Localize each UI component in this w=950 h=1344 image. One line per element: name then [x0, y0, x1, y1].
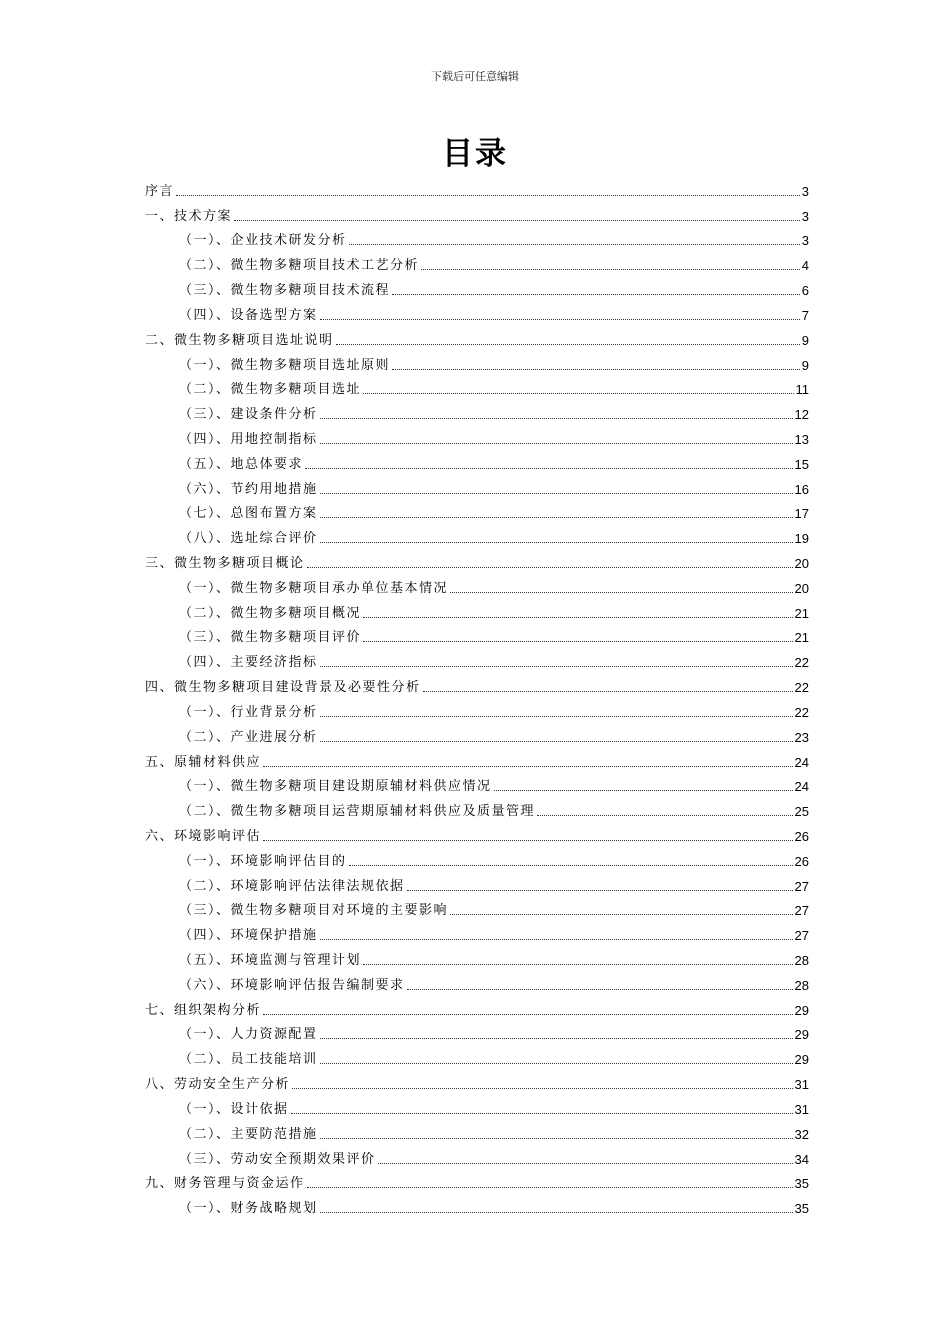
toc-entry-label: （三）、微生物多糖项目技术流程	[179, 283, 391, 299]
toc-entry-page-number: 28	[794, 977, 809, 993]
toc-entry[interactable]	[145, 248, 809, 273]
toc-entry-label: （五）、环境监测与管理计划	[179, 953, 362, 968]
toc-entry[interactable]	[145, 1067, 809, 1092]
toc-entry[interactable]	[145, 894, 809, 919]
toc-entry-page-number: 32	[794, 1126, 809, 1142]
toc-entry[interactable]	[145, 323, 809, 348]
toc-entry[interactable]	[145, 993, 809, 1018]
toc-entry-label: 三、微生物多糖项目概论	[145, 556, 305, 571]
toc-entry-page-number: 3	[801, 208, 809, 224]
toc-entry[interactable]	[145, 521, 809, 546]
toc-entry-page-number: 31	[794, 1077, 809, 1093]
toc-entry[interactable]	[145, 546, 809, 571]
toc-leader-dots	[320, 1212, 793, 1213]
toc-entry-label: 六、环境影响评估	[145, 828, 262, 844]
toc-entry-label: （三）、微生物多糖项目评价	[179, 630, 362, 646]
toc-entry-label: （一）、微生物多糖项目选址原则	[179, 357, 391, 373]
toc-entry[interactable]	[145, 447, 809, 472]
toc-leader-dots	[292, 1088, 793, 1089]
toc-entry-page-number: 22	[794, 680, 809, 696]
toc-entry[interactable]	[145, 472, 809, 497]
toc-entry-page-number: 20	[794, 556, 809, 571]
toc-entry-page-number: 28	[794, 953, 809, 968]
toc-entry[interactable]	[145, 348, 809, 373]
toc-entry[interactable]	[145, 918, 809, 943]
toc-entry[interactable]	[145, 794, 809, 819]
toc-entry-label: 七、组织架构分析	[145, 1002, 262, 1018]
toc-title: 目录	[442, 136, 508, 172]
toc-leader-dots	[320, 418, 793, 419]
toc-entry-page-number: 24	[794, 779, 809, 795]
toc-entry-page-number: 4	[801, 258, 809, 274]
toc-entry-page-number: 16	[794, 481, 809, 497]
toc-leader-dots	[392, 294, 800, 295]
toc-entry-page-number: 21	[794, 605, 809, 621]
toc-leader-dots	[494, 790, 793, 791]
toc-entry[interactable]	[145, 298, 809, 323]
toc-entry-label: （五）、地总体要求	[179, 456, 304, 472]
toc-leader-dots	[407, 890, 793, 891]
toc-entry-page-number: 26	[794, 853, 809, 869]
toc-leader-dots	[450, 592, 793, 593]
toc-entry-page-number: 31	[794, 1101, 809, 1117]
toc-entry-page-number: 3	[801, 233, 809, 249]
toc-entry-label: 序言	[145, 183, 175, 199]
toc-entry-label: （一）、企业技术研发分析	[179, 233, 347, 249]
toc-leader-dots	[320, 666, 793, 667]
toc-entry-label: （七）、总图布置方案	[179, 506, 318, 522]
toc-entry-page-number: 20	[794, 580, 809, 596]
toc-entry-label: 二、微生物多糖项目选址说明	[145, 332, 334, 348]
toc-entry-page-number: 9	[801, 332, 809, 348]
toc-entry-page-number: 35	[794, 1201, 809, 1217]
toc-entry-page-number: 12	[794, 407, 809, 423]
toc-leader-dots	[320, 741, 793, 742]
toc-leader-dots	[320, 1063, 793, 1064]
toc-entry-label: 八、劳动安全生产分析	[145, 1077, 291, 1093]
toc-leader-dots	[320, 939, 793, 940]
toc-entry[interactable]	[145, 1142, 809, 1167]
toc-entry-page-number: 35	[794, 1176, 809, 1192]
toc-entry[interactable]	[145, 819, 809, 844]
toc-entry-label: （三）、微生物多糖项目对环境的主要影响	[179, 903, 449, 919]
toc-entry-page-number: 6	[801, 283, 809, 299]
toc-leader-dots	[234, 220, 800, 221]
toc-entry-label: （四）、环境保护措施	[179, 928, 318, 944]
toc-leader-dots	[320, 493, 793, 494]
toc-entry-page-number: 3	[801, 183, 809, 199]
toc-entry[interactable]	[145, 695, 809, 720]
toc-entry-page-number: 27	[794, 928, 809, 944]
toc-entry-page-number: 25	[794, 804, 809, 820]
toc-entry-page-number: 26	[794, 828, 809, 844]
toc-leader-dots	[176, 195, 800, 196]
toc-entry[interactable]	[145, 943, 809, 968]
toc-entry[interactable]	[145, 422, 809, 447]
toc-entry-page-number: 23	[794, 729, 809, 745]
toc-entry-page-number: 24	[794, 754, 809, 770]
toc-entry-label: （二）、微生物多糖项目运营期原辅材料供应及质量管理	[179, 804, 536, 820]
toc-leader-dots	[263, 840, 793, 841]
toc-entry-page-number: 7	[801, 307, 809, 323]
toc-entry-label: （二）、员工技能培训	[179, 1052, 318, 1068]
toc-entry-page-number: 29	[794, 1002, 809, 1018]
toc-entry[interactable]	[145, 621, 809, 646]
toc-entry-page-number: 11	[795, 382, 809, 398]
table-of-contents	[145, 174, 809, 1216]
toc-entry-label: （一）、微生物多糖项目承办单位基本情况	[179, 580, 449, 596]
toc-leader-dots	[263, 766, 793, 767]
toc-entry-label: （二）、微生物多糖项目技术工艺分析	[179, 258, 420, 274]
toc-entry[interactable]	[145, 745, 809, 770]
toc-entry-page-number: 29	[794, 1052, 809, 1068]
toc-entry-label: （三）、建设条件分析	[179, 407, 318, 423]
toc-entry[interactable]	[145, 1018, 809, 1043]
toc-entry[interactable]	[145, 497, 809, 522]
toc-entry-page-number: 21	[794, 630, 809, 646]
toc-entry-label: （三）、劳动安全预期效果评价	[179, 1151, 376, 1167]
toc-entry-label: （六）、节约用地措施	[179, 481, 318, 497]
toc-entry-label: （一）、行业背景分析	[179, 704, 318, 720]
toc-entry[interactable]	[145, 645, 809, 670]
toc-entry[interactable]	[145, 571, 809, 596]
toc-leader-dots	[320, 517, 793, 518]
toc-leader-dots	[407, 989, 793, 990]
toc-entry-page-number: 27	[794, 878, 809, 894]
toc-entry[interactable]	[145, 1042, 809, 1067]
toc-entry[interactable]	[145, 596, 809, 621]
toc-leader-dots	[349, 865, 793, 866]
toc-entry-label: （四）、设备选型方案	[179, 307, 318, 323]
toc-leader-dots	[305, 468, 793, 469]
toc-entry-label: （二）、微生物多糖项目选址	[179, 382, 362, 398]
toc-entry-page-number: 27	[794, 903, 809, 919]
toc-entry-page-number: 13	[794, 431, 809, 447]
toc-entry[interactable]	[145, 199, 809, 224]
toc-leader-dots	[320, 319, 800, 320]
toc-entry-page-number: 22	[794, 704, 809, 720]
toc-entry-page-number: 15	[794, 456, 809, 472]
toc-entry[interactable]	[145, 373, 809, 398]
toc-leader-dots	[363, 393, 793, 394]
toc-leader-dots	[307, 1187, 793, 1188]
toc-entry-label: （一）、人力资源配置	[179, 1027, 318, 1043]
toc-entry-page-number: 9	[801, 357, 809, 373]
toc-leader-dots	[363, 617, 793, 618]
toc-leader-dots	[349, 244, 800, 245]
toc-leader-dots	[392, 369, 800, 370]
toc-leader-dots	[320, 443, 793, 444]
toc-entry-page-number: 17	[794, 506, 809, 522]
toc-entry-label: （二）、微生物多糖项目概况	[179, 605, 362, 621]
toc-leader-dots	[363, 641, 793, 642]
toc-entry[interactable]	[145, 1117, 809, 1142]
toc-entry-label: （一）、财务战略规划	[179, 1201, 318, 1217]
toc-entry-page-number: 34	[794, 1151, 809, 1167]
toc-entry[interactable]	[145, 273, 809, 298]
toc-entry-label: （四）、主要经济指标	[179, 655, 318, 671]
toc-leader-dots	[291, 1113, 793, 1114]
toc-entry-label: （一）、设计依据	[179, 1101, 289, 1117]
toc-entry-label: （一）、环境影响评估目的	[179, 853, 347, 869]
toc-leader-dots	[307, 567, 793, 568]
toc-entry[interactable]	[145, 844, 809, 869]
toc-entry[interactable]	[145, 770, 809, 795]
toc-leader-dots	[336, 344, 800, 345]
toc-leader-dots	[423, 691, 793, 692]
toc-entry[interactable]	[145, 397, 809, 422]
header-note: 下载后可任意编辑	[431, 70, 519, 83]
toc-entry[interactable]	[145, 670, 809, 695]
toc-entry-label: （六）、环境影响评估报告编制要求	[179, 977, 405, 993]
toc-entry-page-number: 19	[794, 531, 809, 547]
toc-leader-dots	[263, 1014, 793, 1015]
toc-entry[interactable]	[145, 869, 809, 894]
toc-entry-label: （二）、环境影响评估法律法规依据	[179, 878, 405, 894]
toc-leader-dots	[320, 716, 793, 717]
toc-leader-dots	[421, 269, 800, 270]
toc-leader-dots	[363, 964, 793, 965]
toc-entry-label: 五、原辅材料供应	[145, 754, 262, 770]
toc-entry[interactable]	[145, 1191, 809, 1216]
toc-leader-dots	[537, 815, 793, 816]
toc-entry[interactable]	[145, 1092, 809, 1117]
toc-entry-label: 一、技术方案	[145, 208, 233, 224]
toc-entry[interactable]	[145, 224, 809, 249]
toc-entry-label: （二）、产业进展分析	[179, 729, 318, 745]
toc-leader-dots	[320, 1138, 793, 1139]
toc-entry[interactable]	[145, 1167, 809, 1192]
toc-entry[interactable]	[145, 968, 809, 993]
toc-entry-label: （四）、用地控制指标	[179, 431, 318, 447]
toc-entry-label: 九、财务管理与资金运作	[145, 1176, 305, 1192]
toc-entry-label: 四、微生物多糖项目建设背景及必要性分析	[145, 680, 421, 696]
toc-leader-dots	[378, 1163, 793, 1164]
toc-leader-dots	[450, 914, 793, 915]
toc-entry-label: （一）、微生物多糖项目建设期原辅材料供应情况	[179, 779, 492, 795]
toc-entry[interactable]	[145, 174, 809, 199]
toc-entry-page-number: 22	[794, 655, 809, 671]
toc-leader-dots	[320, 1038, 793, 1039]
toc-entry-label: （八）、选址综合评价	[179, 531, 318, 547]
toc-entry-label: （二）、主要防范措施	[179, 1126, 318, 1142]
toc-entry-page-number: 29	[794, 1027, 809, 1043]
toc-entry[interactable]	[145, 720, 809, 745]
toc-leader-dots	[320, 542, 793, 543]
